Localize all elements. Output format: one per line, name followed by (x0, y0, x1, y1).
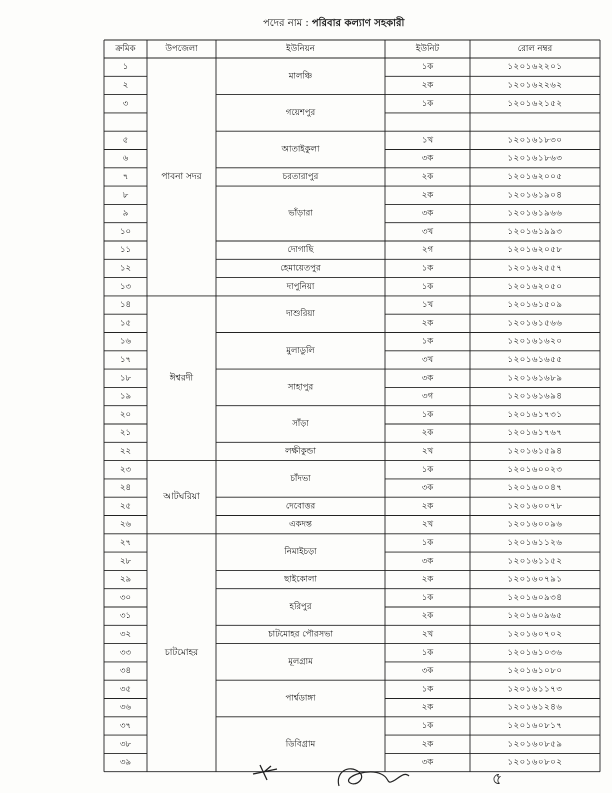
serial-cell: ২৯ (119, 574, 132, 585)
union-cell: পার্শ্বডাঙ্গা (285, 693, 316, 704)
header-upazila: উপজেলা (165, 44, 198, 54)
header-unit: ইউনিট (415, 44, 440, 54)
unit-cell: ২ক (421, 611, 434, 622)
unit-cell: ১ক (421, 592, 434, 603)
union-cell: মালঞ্চি (288, 71, 313, 82)
serial-cell: ৩২ (119, 629, 132, 640)
unit-cell: ২ক (421, 318, 434, 329)
serial-cell: ৩ (122, 98, 129, 109)
serial-cell: ১১ (119, 245, 132, 256)
serial-cell: ৩৯ (119, 757, 132, 768)
union-cell: গয়েশপুর (285, 107, 316, 118)
roll-number-cell: ১২০১৬১১৭৩ (507, 684, 563, 695)
roll-number-cell: ১২০১৬১৮৩০ (507, 135, 563, 146)
serial-cell: ৭ (122, 171, 129, 182)
unit-cell: ২ক (421, 171, 434, 182)
serial-cell: ২৪ (119, 483, 132, 494)
header-union: ইউনিয়ন (286, 44, 315, 54)
serial-cell: ১২ (119, 263, 132, 274)
union-cell: ডিবিগ্রাম (285, 739, 316, 750)
union-cell: দোগাছি (287, 245, 314, 256)
roll-number-cell: ১২০১৬০০৯৬ (507, 519, 563, 530)
serial-cell: ২৩ (119, 464, 132, 475)
unit-cell: ১ক (421, 684, 434, 695)
upazila-cell: ঈশ্বরদী (169, 373, 194, 384)
title-prefix: পদের নাম : (263, 18, 312, 29)
roll-number-cell: ১২০১৬২২৬২ (507, 80, 563, 91)
unit-cell: ৩ক (421, 556, 434, 567)
unit-cell: ৩খ (421, 226, 434, 237)
serial-cell: ৩৩ (119, 647, 132, 658)
unit-cell: ২ক (421, 190, 434, 201)
serial-cell: ৩৬ (119, 702, 132, 713)
upazila-cell: আটঘরিয়া (163, 492, 200, 503)
roll-number-cell: ১২০১৬১৫০৯ (507, 300, 563, 311)
serial-cell: ১৩ (119, 281, 132, 292)
serial-cell: ৯ (122, 208, 129, 219)
unit-cell: ৩ক (421, 153, 434, 164)
roll-number-cell: ১২০১৬১৬৫৫ (507, 354, 563, 365)
serial-cell: ১০ (119, 226, 132, 237)
union-cell: একদন্ত (289, 519, 312, 530)
roll-number-cell: ১২০১৬২০৫৮ (507, 245, 563, 256)
unit-cell: ১ক (421, 647, 434, 658)
serial-cell: ২৬ (119, 519, 132, 530)
union-cell: দাপুনিয়া (286, 281, 315, 292)
unit-cell: ৩ক (421, 757, 434, 768)
roll-number-cell: ১২০১৬১৫৬৬ (507, 318, 563, 329)
header-serial: ক্রমিক (115, 44, 136, 54)
roll-number-cell: ১২০১৬১৯০৪ (507, 190, 563, 201)
roll-number-cell: ১২০১৬১০৮০ (507, 666, 563, 677)
roll-number-cell: ১২০১৬০৮১৭ (507, 720, 563, 731)
union-cell: ছাইকোলা (284, 574, 317, 585)
unit-cell: ১ক (421, 464, 434, 475)
union-cell: চাটমোহর পৌরসভা (268, 629, 333, 640)
unit-cell: ২ক (421, 702, 434, 713)
unit-cell: ৩গ (421, 391, 434, 402)
unit-cell: ২খ (421, 519, 434, 530)
serial-cell: ২০ (119, 409, 132, 420)
unit-cell: ২ক (421, 428, 434, 439)
serial-cell: ১৪ (119, 300, 132, 311)
roll-number-cell: ১২০১৬০৭৯১ (507, 574, 563, 585)
unit-cell: ১খ (421, 300, 434, 311)
roll-number-cell: ১২০১৬১৬৮৯ (507, 373, 563, 384)
roll-number-cell: ১২০১৬০০৭৮ (507, 501, 563, 512)
unit-cell: ২খ (421, 629, 434, 640)
unit-cell: ১ক (421, 62, 434, 73)
unit-cell: ১ক (421, 281, 434, 292)
unit-cell: ২ক (421, 739, 434, 750)
serial-cell: ১৭ (119, 354, 132, 365)
roll-number-cell: ১২০১৬২০০৫ (507, 171, 563, 182)
roll-number-cell: ১২০১৬১৬২০ (507, 336, 563, 347)
unit-cell: ১ক (421, 720, 434, 731)
roll-number-cell: ১২০১৬১৯৬৬ (507, 208, 563, 219)
roll-number-cell: ১২০১৬১১২৬ (507, 537, 563, 548)
union-cell: লক্ষীকুন্ডা (285, 446, 316, 457)
roll-number-cell: ১২০১৬০৭০২ (507, 629, 563, 640)
roll-number-cell: ১২০১৬২০৫০ (507, 281, 563, 292)
roll-number-cell: ১২০১৬২৫৫৭ (507, 263, 563, 274)
roll-number-cell: ১২০১৬০৯৩৪ (507, 592, 563, 603)
union-cell: দাশুরিয়া (286, 309, 315, 320)
unit-cell: ২খ (421, 446, 434, 457)
roll-number-cell: ১২০১৬০০২৩ (507, 464, 563, 475)
union-cell: চাঁদভা (290, 473, 311, 484)
roll-number-cell: ১২০১৬১৫৯৪ (507, 446, 563, 457)
serial-cell: ৮ (122, 190, 129, 201)
serial-cell: ১ (122, 62, 129, 73)
unit-cell: ৩খ (421, 354, 434, 365)
roll-number-cell: ১২০১৬১৭৬৭ (507, 428, 563, 439)
roll-number-cell: ১২০১৬২২০১ (507, 62, 563, 73)
signature-left (250, 760, 280, 784)
upazila-cell: চাটমোহর (164, 647, 199, 658)
unit-cell: ১খ (421, 135, 434, 146)
serial-cell: ১৮ (119, 373, 132, 384)
serial-cell: ২৮ (119, 556, 132, 567)
union-cell: মূলগ্রাম (288, 656, 313, 667)
unit-cell: ২ক (421, 574, 434, 585)
union-cell: সাহাপুর (287, 382, 314, 393)
page-number: ৫ (492, 769, 503, 788)
roll-number-cell: ১২০১৬০৮৫৯ (507, 739, 563, 750)
serial-cell: ১৬ (119, 336, 132, 347)
header-roll: রোল নম্বর (517, 44, 553, 54)
roll-number-cell: ১২০১৬১৭৩১ (507, 409, 563, 420)
serial-cell: ৩৭ (119, 720, 132, 731)
union-cell: হরিপুর (289, 602, 312, 612)
serial-cell: ৬ (122, 153, 129, 164)
roll-number-cell: ১২০১৬১৮৬৩ (507, 153, 563, 164)
unit-cell: ১ক (421, 537, 434, 548)
union-cell: মুলাডুলি (286, 345, 315, 356)
unit-cell: ১ক (421, 409, 434, 420)
unit-cell: ১ক (421, 336, 434, 347)
serial-cell: ৩৪ (119, 666, 132, 677)
serial-cell: ৩১ (119, 611, 132, 622)
serial-cell: ২১ (119, 428, 132, 439)
serial-cell: ৩৮ (119, 739, 132, 750)
roll-number-cell: ১২০১৬১০৩৬ (507, 647, 563, 658)
unit-cell: ১ক (421, 263, 434, 274)
roll-number-cell: ১২০১৬০৯৬৫ (507, 611, 563, 622)
unit-cell: ১ক (421, 98, 434, 109)
union-cell: হেমায়েতপুর (280, 263, 321, 274)
roll-number-cell: ১২০১৬০৮০২ (507, 757, 563, 768)
upazila-cell: পাবনা সদর (161, 171, 202, 182)
serial-cell: ১৯ (119, 391, 132, 402)
union-cell: দেবোত্তর (285, 501, 316, 512)
post-name: পরিবার কল্যাণ সহকারী (311, 18, 405, 29)
roll-number-cell: ১২০১৬১২৪৬ (507, 702, 563, 713)
serial-cell: ২৫ (119, 501, 132, 512)
roll-number-cell: ১২০১৬১৯৯৩ (507, 226, 563, 237)
union-cell: সাঁড়া (292, 419, 309, 429)
serial-cell: ৩৫ (119, 684, 132, 695)
serial-cell: ২ (122, 80, 129, 91)
unit-cell: ২ক (421, 501, 434, 512)
union-cell: চরতারাপুর (282, 171, 319, 182)
serial-cell: ২৭ (119, 537, 132, 548)
serial-cell: ৩০ (119, 592, 132, 603)
unit-cell: ৩ক (421, 483, 434, 494)
roll-number-cell: ১২০১৬১৬৯৪ (507, 391, 563, 402)
union-cell: ভাঁড়ারা (288, 208, 313, 219)
union-cell: আতাইকুলা (281, 144, 320, 155)
union-cell: নিমাইচড়া (284, 547, 317, 558)
unit-cell: ৩ক (421, 208, 434, 219)
serial-cell: ২২ (119, 446, 132, 457)
roll-number-cell: ১২০১৬০০৪৭ (507, 483, 563, 494)
serial-cell: ১৫ (119, 318, 132, 329)
unit-cell: ২ক (421, 80, 434, 91)
signature-middle (333, 758, 413, 792)
serial-cell: ৫ (122, 135, 129, 146)
roll-number-cell: ১২০১৬২১৫২ (507, 98, 563, 109)
unit-cell: ৩ক (421, 666, 434, 677)
unit-cell: ২গ (421, 245, 434, 256)
unit-cell: ৩ক (421, 373, 434, 384)
roll-number-cell: ১২০১৬১১৫২ (507, 556, 563, 567)
